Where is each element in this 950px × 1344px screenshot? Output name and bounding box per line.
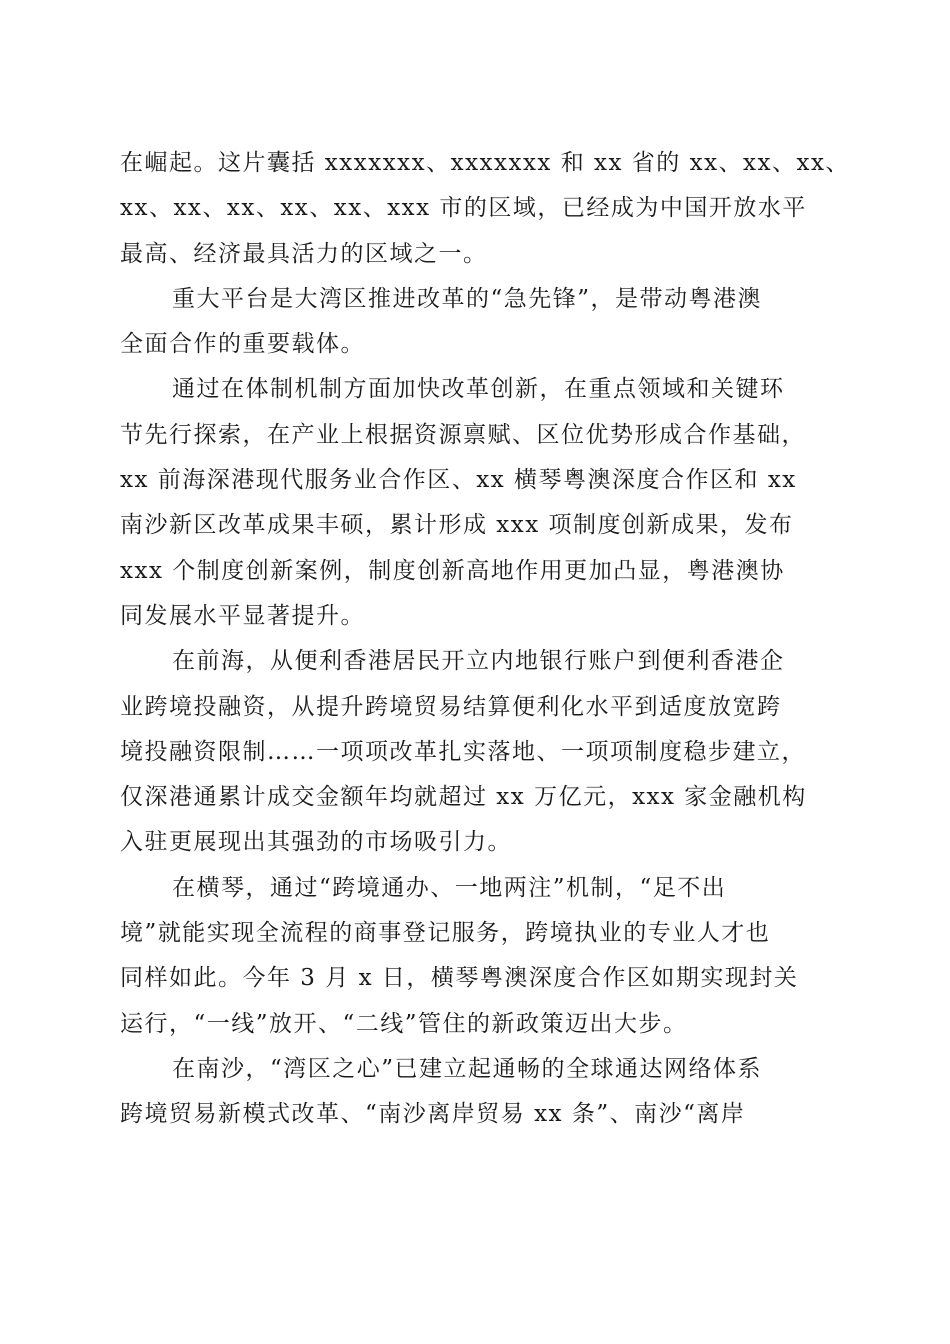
text-line: 同发展水平显著提升。 — [120, 602, 365, 629]
text-line: 跨境贸易新模式改革、“南沙离岸贸易 xx 条”、南沙“离岸 — [120, 1101, 746, 1128]
paragraph-start-line: 在横琴，通过“跨境通办、一地两注”机制，“足不出 — [172, 874, 727, 901]
paragraph-start-line: 重大平台是大湾区推进改革的“急先锋”，是带动粤港澳 — [172, 285, 763, 312]
text-line: 南沙新区改革成果丰硕，累计形成 xxx 项制度创新成果，发布 — [120, 512, 794, 539]
paragraph-start-line: 在南沙，“湾区之心”已建立起通畅的全球通达网络体系 — [172, 1055, 763, 1082]
text-line: 运行，“一线”放开、“二线”管住的新政策迈出大步。 — [120, 1010, 688, 1037]
text-line: 全面合作的重要载体。 — [120, 331, 365, 358]
paragraph-start-line: 通过在体制机制方面加快改革创新，在重点领域和关键环 — [172, 376, 785, 403]
text-line: 仅深港通累计成交金额年均就超过 xx 万亿元，xxx 家金融机构 — [120, 784, 807, 811]
text-line: 同样如此。今年 3 月 x 日，横琴粤澳深度合作区如期实现封关 — [120, 965, 799, 992]
text-line: xxx 个制度创新案例，制度创新高地作用更加凸显，粤港澳协 — [120, 557, 785, 584]
paragraph-start-line: 在前海，从便利香港居民开立内地银行账户到便利香港企 — [172, 648, 785, 675]
text-line: 入驻更展现出其强劲的市场吸引力。 — [120, 829, 512, 856]
text-line: 境”就能实现全流程的商事登记服务，跨境执业的专业人才也 — [120, 920, 771, 947]
text-line: 在崛起。这片囊括 xxxxxxx、xxxxxxx 和 xx 省的 xx、xx、xx、 — [120, 150, 850, 176]
text-line: xx、xx、xx、xx、xx、xxx 市的区域，已经成为中国开放水平 — [120, 195, 807, 222]
text-line: 业跨境投融资，从提升跨境贸易结算便利化水平到适度放宽跨 — [120, 693, 782, 720]
text-line: 最高、经济最具活力的区域之一。 — [120, 240, 488, 267]
body-text — [120, 141, 850, 1138]
text-line: 节先行探索，在产业上根据资源禀赋、区位优势形成合作基础， — [120, 421, 806, 448]
text-line: 境投融资限制……一项项改革扎实落地、一项项制度稳步建立， — [120, 738, 806, 765]
text-line: xx 前海深港现代服务业合作区、xx 横琴粤澳深度合作区和 xx — [120, 467, 797, 494]
